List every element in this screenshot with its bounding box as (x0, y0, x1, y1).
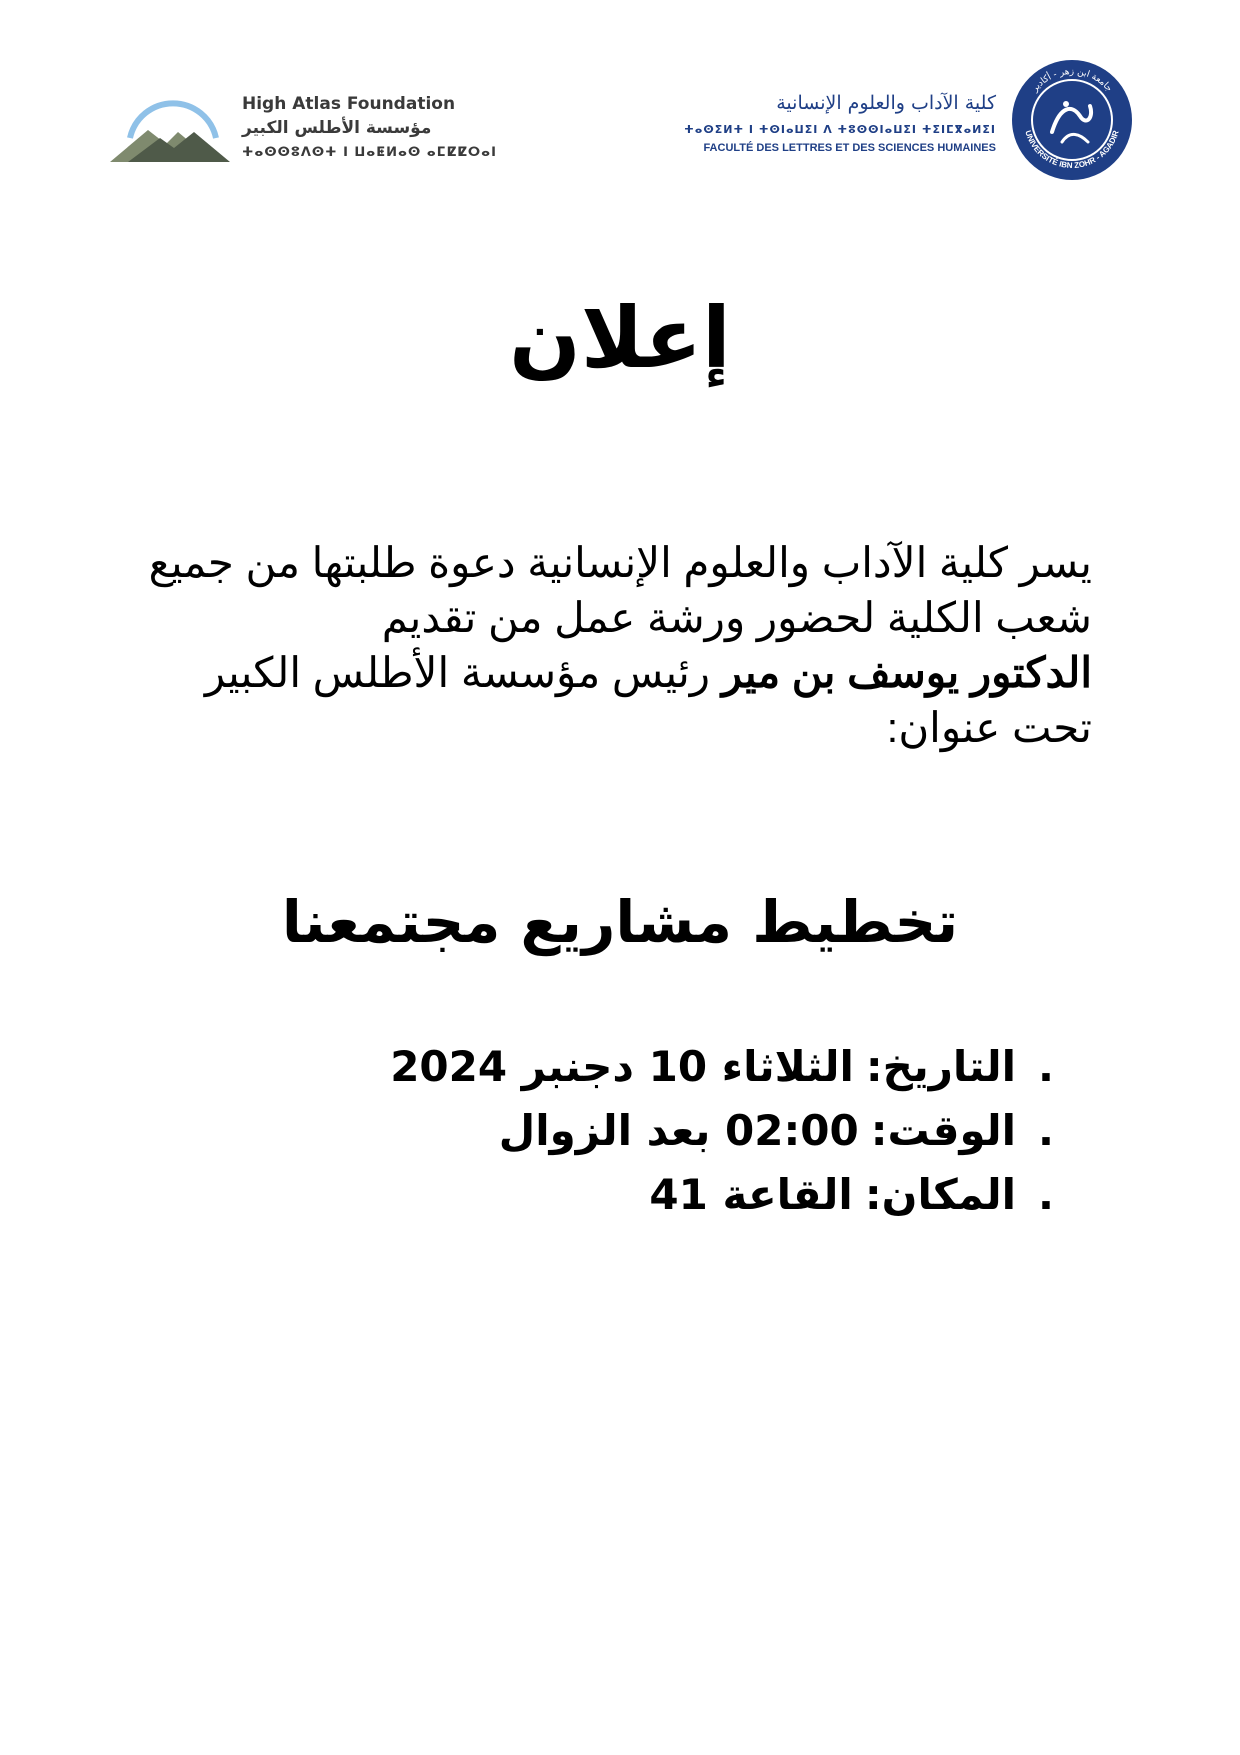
details-list (300, 1035, 1060, 1227)
detail-value: الثلاثاء 10 دجنبر 2024 (390, 1042, 854, 1091)
faculty-logo (684, 58, 1134, 190)
body-line-1: يسر كلية الآداب والعلوم الإنسانية دعوة طلبتها من جميع (148, 539, 1092, 586)
haf-name-ar: مؤسسة الأطلس الكبير (242, 118, 432, 138)
bullet: . (1038, 1170, 1054, 1219)
detail-value: 02:00 بعد الزوال (498, 1106, 859, 1155)
detail-time (300, 1099, 1060, 1163)
faculty-name-tifinagh: ⵜⴰⵙⵉⵍⵜ ⵏ ⵜⵙⵏⴰⵡⵉⵏ ⴷ ⵜⵓⵙⵙⵏⴰⵡⵉⵏ ⵜⵉⵏⵎⴳⴰⵍⵉⵏ (684, 123, 996, 136)
intro-label: تحت عنوان: (886, 704, 1092, 751)
haf-name-en: High Atlas Foundation (242, 94, 456, 114)
bullet: . (1038, 1106, 1054, 1155)
detail-date (300, 1035, 1060, 1099)
high-atlas-foundation-logo (108, 86, 497, 166)
seal-text-fr: UNIVERSITÉ IBN ZOHR - AGADIR (1023, 129, 1121, 171)
detail-value: القاعة 41 (649, 1170, 853, 1219)
seal-text-ar: جامعة ابن زهر - أكادير (1030, 66, 1114, 94)
detail-label: المكان: (864, 1170, 1016, 1219)
detail-label: الوقت: (870, 1106, 1016, 1155)
university-seal-icon (1010, 58, 1134, 182)
bullet: . (1038, 1042, 1054, 1091)
body-line-2: شعب الكلية لحضور ورشة عمل من تقديم (381, 594, 1092, 641)
haf-name-tifinagh: ⵜⴰⵙⵙⵓⴷⵙⵜ ⵏ ⵡⴰⵟⵍⴰⵙ ⴰⵎⵇⵇⵔⴰⵏ (242, 145, 497, 160)
presenter-line (150, 645, 1092, 700)
faculty-name-ar: كلية الآداب والعلوم الإنسانية (776, 92, 996, 114)
presenter-role: رئيس مؤسسة الأطلس الكبير (204, 649, 711, 696)
detail-label: التاريخ: (865, 1042, 1016, 1091)
announcement-body (150, 535, 1092, 755)
detail-location (300, 1163, 1060, 1227)
announcement-title: إعلان (509, 289, 731, 387)
presenter-title: الدكتور (970, 649, 1092, 696)
presenter-name: يوسف بن مير (721, 649, 960, 696)
workshop-title: تخطيط مشاريع مجتمعنا (281, 888, 959, 956)
mountain-logo-icon (108, 86, 232, 166)
faculty-name-fr: FACULTÉ DES LETTRES ET DES SCIENCES HUMAINES (703, 142, 996, 154)
